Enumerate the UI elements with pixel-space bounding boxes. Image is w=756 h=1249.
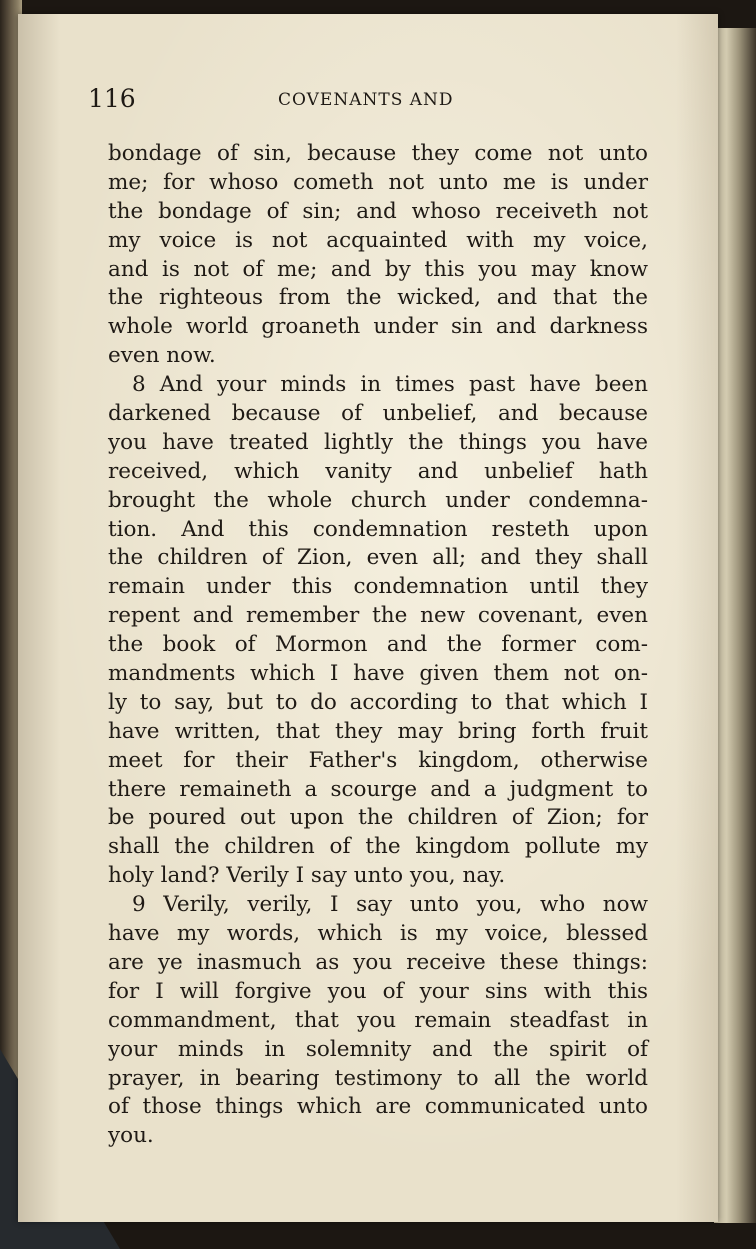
text-line: meet for their Father's kingdom, otherwise <box>108 747 648 773</box>
text-line: brought the whole church under condemna- <box>108 487 648 513</box>
text-line: my voice is not acquainted with my voice, <box>108 227 648 253</box>
text-line: have written, that they may bring forth fruit <box>108 718 648 744</box>
running-head <box>88 84 628 120</box>
text-line: remain under this condemnation until they <box>108 574 648 600</box>
text-line: the bondage of sin; and whoso receiveth not <box>108 198 648 224</box>
running-title: COVENANTS AND <box>278 90 454 110</box>
text-line: you. <box>108 1123 154 1149</box>
page-edges <box>714 28 756 1223</box>
text-line: you have treated lightly the things you have <box>108 429 648 455</box>
text-line: bondage of sin, because they come not unto <box>108 141 648 166</box>
text-line: darkened because of unbelief, and because <box>108 401 648 427</box>
text-line: there remaineth a scourge and a judgment to <box>108 776 648 802</box>
text-line: repent and remember the new covenant, even <box>108 603 648 629</box>
text-line: even now. <box>108 343 216 369</box>
verse-8-start: 8 And your minds in times past have been <box>132 372 648 398</box>
text-line: the children of Zion, even all; and they shall <box>108 545 648 571</box>
text-line: your minds in solemnity and the spirit of <box>108 1036 648 1062</box>
text-line: received, which vanity and unbelief hath <box>108 458 648 484</box>
text-line: tion. And this condemnation resteth upon <box>108 516 648 542</box>
text-line: are ye inasmuch as you receive these things: <box>108 949 648 975</box>
text-line: shall the children of the kingdom pollute my <box>108 834 648 860</box>
text-line: mandments which I have given them not on- <box>108 661 648 687</box>
text-line: the righteous from the wicked, and that the <box>108 285 648 311</box>
verse-9-start: 9 Verily, verily, I say unto you, who now <box>132 892 648 918</box>
body-text <box>108 140 648 1151</box>
text-line: me; for whoso cometh not unto me is under <box>108 169 648 195</box>
text-line: of those things which are communicated unto <box>108 1094 648 1120</box>
text-line: the book of Mormon and the former com- <box>108 632 648 658</box>
page-number: 116 <box>88 84 136 113</box>
text-line: be poured out upon the children of Zion; for <box>108 805 648 831</box>
text-line: and is not of me; and by this you may know <box>108 256 648 282</box>
text-line: ly to say, but to do according to that which I <box>108 689 648 715</box>
text-line: prayer, in bearing testimony to all the world <box>108 1065 648 1091</box>
text-line: commandment, that you remain steadfast in <box>108 1007 648 1033</box>
text-line: for I will forgive you of your sins with this <box>108 978 648 1004</box>
text-line: holy land? Verily I say unto you, nay. <box>108 863 506 889</box>
text-line: whole world groaneth under sin and darkness <box>108 314 648 340</box>
text-line: have my words, which is my voice, blessed <box>108 921 648 947</box>
